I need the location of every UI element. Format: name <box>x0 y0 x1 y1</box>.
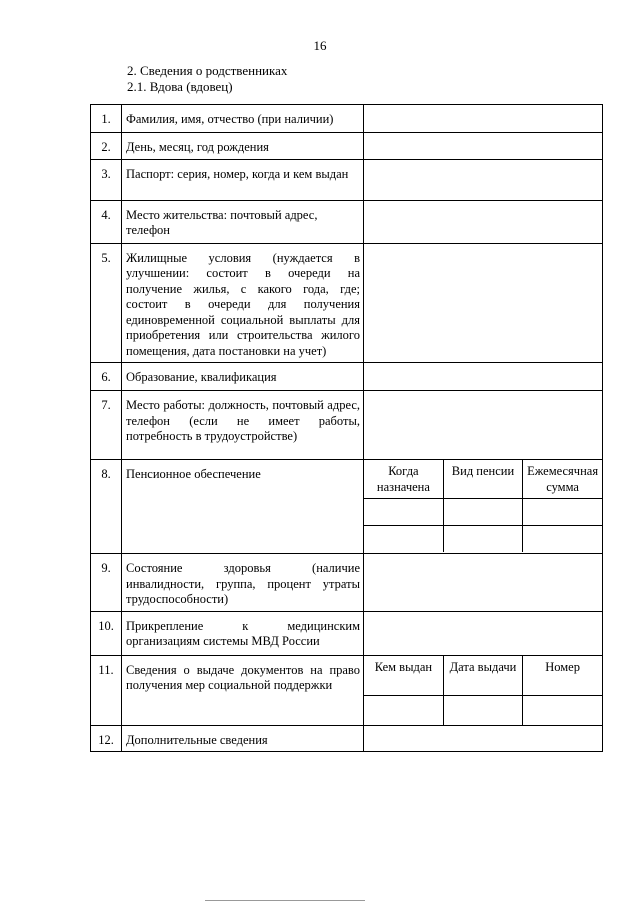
answer-field-medical[interactable] <box>364 611 603 655</box>
documents-subtable <box>364 656 602 725</box>
pension-subtable <box>364 460 602 552</box>
row-label-pension: Пенсионное обеспечение <box>122 460 364 554</box>
row-number: 7. <box>91 391 122 460</box>
row-label-birth-date: День, месяц, год рождения <box>122 133 364 160</box>
table-row <box>91 243 603 363</box>
row-number: 12. <box>91 725 122 752</box>
row-label-workplace: Место работы: должность, почтовый адрес, телефон (если не имеет работы, потребность в трудоустройстве) <box>122 391 364 460</box>
answer-field-full-name[interactable] <box>364 105 603 133</box>
row-label-documents: Сведения о выдаче документов на право получения мер социальной поддержки <box>122 655 364 725</box>
answer-field-workplace[interactable] <box>364 391 603 460</box>
row-label-passport: Паспорт: серия, номер, когда и кем выдан <box>122 159 364 200</box>
table-row <box>91 725 603 752</box>
pension-date-field[interactable] <box>364 498 443 525</box>
row-number: 8. <box>91 460 122 554</box>
section-heading: 2. Сведения о родственниках <box>127 63 288 78</box>
table-row <box>91 391 603 460</box>
pension-amount-field[interactable] <box>523 498 602 525</box>
row-number: 10. <box>91 611 122 655</box>
row-label-housing: Жилищные условия (нуждается в улучшении: состоит в очереди на получение жилья, с какого года, где; состоит в очереди для получения единовременной социальной выплаты для приобретения или строительства жилого помещения, дата постановки на учет) <box>122 243 364 363</box>
subsection-heading: 2.1. Вдова (вдовец) <box>127 79 233 94</box>
row-number: 3. <box>91 159 122 200</box>
issued-by-field[interactable] <box>364 696 443 725</box>
answer-field-education[interactable] <box>364 363 603 391</box>
table-row <box>91 133 603 160</box>
table-row <box>91 611 603 655</box>
column-header-pension-amount: Ежемесячная сумма <box>523 460 602 498</box>
column-header-issued-by: Кем выдан <box>374 659 433 674</box>
pension-type-field[interactable] <box>443 498 522 525</box>
table-row <box>91 200 603 243</box>
table-row <box>91 460 603 554</box>
column-header-pension-date: Когда назначена <box>376 464 430 494</box>
pension-subtable-cell <box>364 460 603 554</box>
row-number: 6. <box>91 363 122 391</box>
issue-date-field[interactable] <box>443 696 522 725</box>
answer-field-health[interactable] <box>364 554 603 612</box>
answer-field-birth-date[interactable] <box>364 133 603 160</box>
row-number: 2. <box>91 133 122 160</box>
pension-date-field[interactable] <box>364 525 443 552</box>
page-number: 16 <box>313 38 327 53</box>
row-number: 11. <box>91 655 122 725</box>
table-row <box>91 105 603 133</box>
row-number: 1. <box>91 105 122 133</box>
answer-field-additional[interactable] <box>364 725 603 752</box>
row-number: 9. <box>91 554 122 612</box>
doc-number-field[interactable] <box>523 696 602 725</box>
column-header-issue-date: Дата выдачи <box>443 656 522 696</box>
row-label-additional: Дополнительные сведения <box>122 725 364 752</box>
answer-field-residence[interactable] <box>364 200 603 243</box>
table-row <box>91 655 603 725</box>
row-number: 4. <box>91 200 122 243</box>
row-label-health: Состояние здоровья (наличие инвалидности, группа, процент утраты трудоспособности) <box>122 554 364 612</box>
table-row <box>91 159 603 200</box>
row-label-residence: Место жительства: почтовый адрес, телефон <box>122 200 364 243</box>
column-header-doc-number: Номер <box>523 656 602 696</box>
column-header-pension-type: Вид пенсии <box>443 460 522 498</box>
relatives-form-table <box>90 104 603 752</box>
documents-subtable-cell <box>364 655 603 725</box>
table-row <box>91 554 603 612</box>
answer-field-housing[interactable] <box>364 243 603 363</box>
answer-field-passport[interactable] <box>364 159 603 200</box>
row-number: 5. <box>91 243 122 363</box>
row-label-medical: Прикрепление к медицинским организациям системы МВД России <box>122 611 364 655</box>
pension-amount-field[interactable] <box>523 525 602 552</box>
pension-type-field[interactable] <box>443 525 522 552</box>
row-label-education: Образование, квалификация <box>122 363 364 391</box>
row-label-full-name: Фамилия, имя, отчество (при наличии) <box>122 105 364 133</box>
table-row <box>91 363 603 391</box>
page-edge-line <box>205 900 365 901</box>
